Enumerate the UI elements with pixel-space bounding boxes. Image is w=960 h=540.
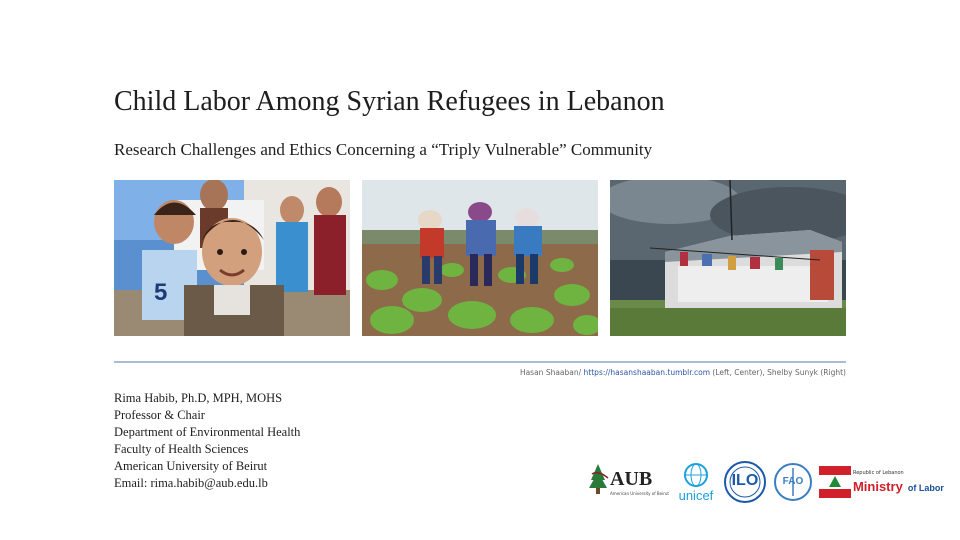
fao-logo: [773, 460, 813, 504]
credit-prefix: Hasan Shaaban/: [519, 368, 584, 377]
ministry-main-text: Ministry: [852, 478, 903, 494]
photo-field-workers: [362, 180, 598, 336]
author-email: Email: rima.habib@aub.edu.lb: [114, 476, 268, 490]
children-photo-image: [114, 180, 350, 336]
author-faculty: Faculty of Health Sciences: [114, 442, 249, 456]
photo-tent-shelter: [610, 180, 846, 336]
svg-text:5: 5: [154, 279, 168, 306]
ministry-of-text: of Labor: [907, 482, 944, 493]
author-role: Professor & Chair: [114, 408, 205, 422]
tent-photo-image: [610, 180, 846, 336]
ilo-logo: [723, 460, 767, 504]
field-photo-image: [362, 180, 598, 336]
aub-logo: [588, 460, 669, 504]
credit-suffix: (Left, Center), Shelby Sunyk (Right): [710, 368, 846, 377]
slide-title: Child Labor Among Syrian Refugees in Lebanon: [114, 86, 665, 117]
author-department: Department of Environmental Health: [114, 425, 301, 439]
unicef-logo: [675, 462, 717, 503]
lebanon-flag-icon: [819, 464, 851, 500]
fao-logo-text: FAO: [782, 476, 804, 487]
credit-link[interactable]: https://hasanshaaban.tumblr.com: [583, 368, 711, 377]
slide-subtitle: Research Challenges and Ethics Concerning a “Triply Vulnerable” Community: [114, 140, 653, 159]
author-block: [114, 390, 300, 492]
unicef-globe-icon: [682, 462, 710, 488]
ministry-logo: [819, 464, 944, 500]
aub-logo-subtext: American University of Beirut: [610, 491, 669, 496]
divider-rule: [114, 361, 846, 363]
author-name: Rima Habib, Ph.D, MPH, MOHS: [114, 391, 283, 405]
author-university: American University of Beirut: [114, 459, 268, 473]
partner-logos: [588, 458, 944, 506]
ilo-logo-text: ILO: [731, 472, 759, 489]
photo-children: [114, 180, 350, 336]
aub-logo-text: AUB: [610, 468, 653, 490]
unicef-logo-text: unicef: [678, 487, 714, 503]
photo-credit: [520, 368, 846, 377]
ministry-top-text: Republic of Lebanon: [852, 469, 904, 476]
